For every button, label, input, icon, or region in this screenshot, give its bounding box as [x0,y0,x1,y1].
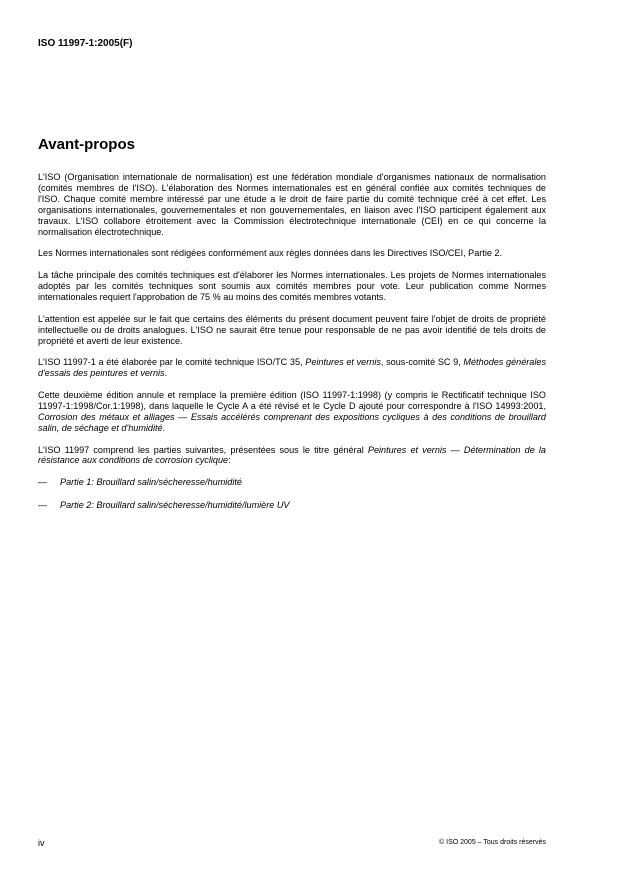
page-number: iv [38,838,45,848]
list-item-label: Partie 2: Brouillard salin/sécheresse/humidité/lumière UV [60,500,290,511]
list-dash: — [38,477,48,488]
prepared-by-committee-title: Peintures et vernis [305,357,381,368]
prepared-by-text-c: . [164,368,168,379]
parts-intro-text-b: : [228,455,231,466]
parts-intro-text-a: L'ISO 11997 comprend les parties suivantes, présentées sous le titre général [38,444,368,455]
foreword-body [38,172,546,523]
prepared-by-text-b: , sous-comité SC 9, [380,357,464,368]
paragraph-iso-organisation: L'ISO (Organisation internationale de normalisation) est une fédération mondiale d'organismes nationaux de normalisation (comités membres de l'ISO). L'élaboration des Normes internationales est en général confiée aux comités techniques de l'ISO. Chaque comité membre intéressé par une étude a le droit de faire partie du comité technique créé à cet effet. Les organisations internationales, gouvernementales et non gouvernementales, en liaison avec l'ISO participent également aux travaux. L'ISO collabore étroitement avec la Commission électrotechnique internationale (CEI) en ce qui concerne la normalisation électrotechnique. [38,172,546,237]
copyright-notice: © ISO 2005 – Tous droits réservés [439,839,546,846]
prepared-by-text-a: L'ISO 11997-1 a été élaborée par le comité technique ISO/TC 35, [38,357,306,368]
paragraph-parts-intro [38,445,546,467]
list-item-label: Partie 1: Brouillard salin/sécheresse/humidité [60,477,242,488]
paragraph-prepared-by [38,357,546,379]
section-title: Avant-propos [38,136,135,153]
list-dash: — [38,500,48,511]
parts-intro-general-title: Peintures et vernis — Détermination de la résistance aux conditions de corrosion cyclique [38,444,546,466]
paragraph-edition [38,390,546,434]
paragraph-patent-rights: L'attention est appelée sur le fait que certains des éléments du présent document peuvent faire l'objet de droits de propriété intellectuelle ou de droits analogues. L'ISO ne saurait être tenue pour responsable de ne pas avoir identifié de tels droits de propriété et averti de leur existence. [38,313,546,346]
paragraph-technical-committees: La tâche principale des comités techniques est d'élaborer les Normes internationales. Les projets de Normes internationales adoptés par les comités techniques sont soumis aux comités membres pour vote. Leur publication comme Normes internationales requiert l'approbation de 75 % au moins des comités membres votants. [38,270,546,302]
document-id-header: ISO 11997-1:2005(F) [38,38,133,49]
list-item [38,500,546,511]
edition-text-a: Cette deuxième édition annule et remplace la première édition (ISO 11997-1:1998) (y compris le Rectificatif technique ISO 11997-1:1998/Cor.1:1998), dans laquelle le Cycle A a été révisé et le Cycle D ajouté pour correspondre à l'ISO 14993:2001, [38,390,546,411]
edition-text-b: . [162,422,166,433]
edition-referenced-standard-title: Corrosion des métaux et alliages — Essais accélérés comprenant des expositions cycliques à des conditions de brouillard salin, de séchage et d'humidité [38,411,546,433]
list-item [38,477,546,488]
paragraph-directives: Les Normes internationales sont rédigées conformément aux règles données dans les Directives ISO/CEI, Partie 2. [38,248,503,259]
prepared-by-subcommittee-title: Méthodes générales d'essais des peintures et vernis [38,357,546,379]
